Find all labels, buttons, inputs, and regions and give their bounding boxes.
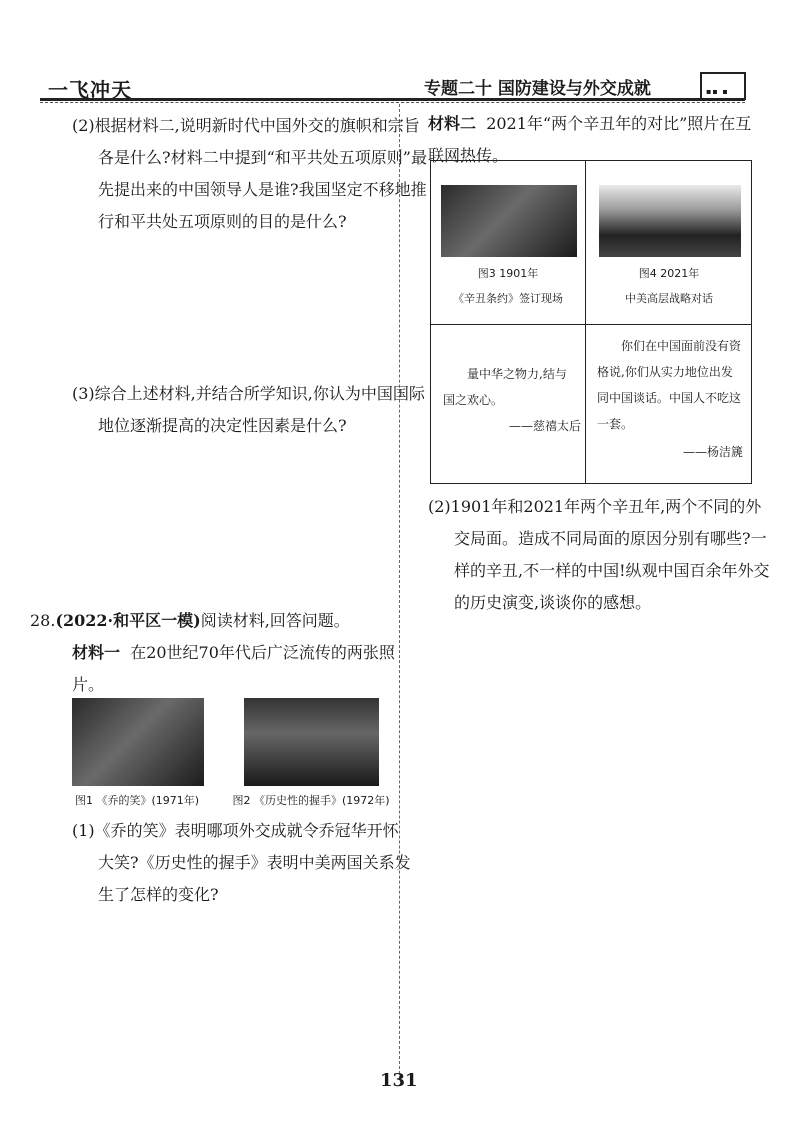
question-3-left: (3)综合上述材料,并结合所学知识,你认为中国国际地位逐渐提高的决定性因素是什么? bbox=[72, 384, 425, 435]
question-2-left: (2)根据材料二,说明新时代中国外交的旗帜和宗旨各是什么?材料二中提到“和平共处五项原则”最先提出来的中国领导人是谁?我国坚定不移地推行和平共处五项原则的目的是什么? bbox=[72, 116, 427, 231]
box-horizontal-divider bbox=[431, 324, 751, 325]
fig4-caption-line2: 中美高层战略对话 bbox=[625, 292, 713, 305]
question-instruction: 阅读材料,回答问题。 bbox=[200, 611, 350, 630]
column-divider bbox=[399, 104, 400, 1079]
page-number: 131 bbox=[380, 1070, 418, 1091]
photo-qiao-smile bbox=[72, 698, 204, 786]
fig1-caption: 图1 《乔的笑》(1971年) bbox=[74, 794, 200, 807]
fig3-caption-line1: 图3 1901年 bbox=[477, 267, 539, 280]
photo-2021-dialogue bbox=[599, 185, 741, 257]
fig2-caption: 图2 《历史性的握手》(1972年) bbox=[232, 794, 390, 807]
box-vertical-divider bbox=[585, 161, 586, 483]
comparison-box bbox=[430, 160, 752, 484]
chapter-title: 专题二十 国防建设与外交成就 bbox=[424, 79, 651, 99]
fig4-caption-line1: 图4 2021年 bbox=[638, 267, 700, 280]
photo-historic-handshake bbox=[244, 698, 379, 786]
material-2-label: 材料二 bbox=[428, 114, 477, 133]
fig3-caption-line2: 《辛丑条约》签订现场 bbox=[453, 292, 563, 305]
question-2-right: (2)1901年和2021年两个辛丑年,两个不同的外交局面。造成不同局面的原因分别有哪些?一样的辛丑,不一样的中国!纵观中国百余年外交的历史演变,谈谈你的感想。 bbox=[428, 497, 770, 612]
quote-cixi-attribution: ——慈禧太后 bbox=[508, 419, 581, 433]
corner-decoration: ▪▪ ▪ bbox=[700, 72, 746, 100]
brand-logo: 一飞冲天 bbox=[48, 78, 132, 102]
material-1-label: 材料一 bbox=[72, 643, 121, 662]
quote-yang-attribution: ——杨洁篪 bbox=[682, 445, 743, 459]
question-source: (2022·和平区一模) bbox=[55, 611, 201, 630]
question-28-header bbox=[30, 605, 395, 637]
material-1-text: 在20世纪70年代后广泛流传的两张照片。 bbox=[72, 643, 395, 694]
material-2-text: 2021年“两个辛丑年的对比”照片在互联网热传。 bbox=[428, 114, 752, 165]
question-28-1: (1)《乔的笑》表明哪项外交成就令乔冠华开怀大笑?《历史性的握手》表明中美两国关系发生了怎样的变化? bbox=[72, 821, 411, 904]
material-1 bbox=[72, 637, 397, 701]
photo-1901-signing bbox=[441, 185, 577, 257]
question-number: 28. bbox=[30, 611, 56, 630]
header-rule bbox=[40, 98, 745, 103]
quote-yang: 你们在中国面前没有资格说,你们从实力地位出发同中国谈话。中国人不吃这一套。 bbox=[597, 339, 742, 431]
quote-cixi: 量中华之物力,结与国之欢心。 bbox=[443, 367, 567, 407]
